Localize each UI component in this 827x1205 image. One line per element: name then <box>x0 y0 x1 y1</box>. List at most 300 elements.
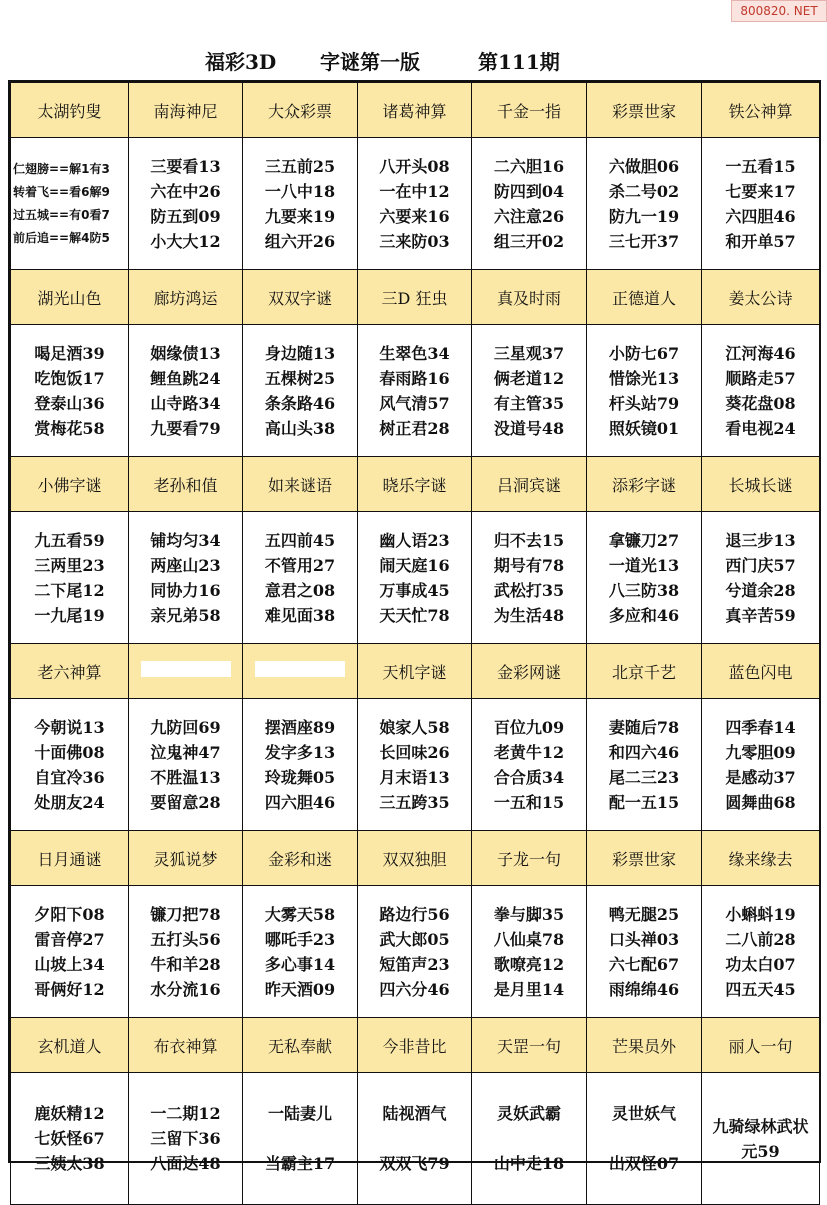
riddle-line: 三留下36 <box>150 1129 221 1148</box>
riddle-line: 九要看79 <box>150 418 221 438</box>
riddle-row <box>11 325 820 457</box>
header-label: 北京千艺 <box>611 662 676 682</box>
riddle-line: 三要看13 <box>150 156 221 176</box>
column-header <box>702 1018 820 1073</box>
header-label: 彩票世家 <box>611 101 676 121</box>
column-header <box>129 1018 243 1073</box>
riddle-line: 老黄牛12 <box>493 742 565 762</box>
header-label: 金彩和迷 <box>267 849 332 869</box>
riddle-line: 六注意26 <box>493 206 565 226</box>
riddle-line <box>358 1126 471 1151</box>
riddle-line: 五棵树25 <box>264 368 336 388</box>
riddle-line: 当霸主17 <box>264 1154 336 1173</box>
header-label: 南海神尼 <box>153 101 218 121</box>
riddle-line: 六四胆46 <box>725 206 796 226</box>
header-label: 彩票世家 <box>611 849 676 869</box>
riddle-cell <box>11 512 129 644</box>
riddle-table <box>10 82 820 1205</box>
riddle-line: 没道号48 <box>493 418 565 438</box>
riddle-cell <box>358 512 472 644</box>
riddle-line: 幽人语23 <box>379 530 450 550</box>
header-label: 添彩字谜 <box>611 475 676 495</box>
riddle-line: 防四到04 <box>493 181 565 201</box>
riddle-line: 惜馀光13 <box>608 368 680 388</box>
site-watermark: 800820. NET <box>731 0 827 22</box>
riddle-line: 风气清57 <box>379 393 450 413</box>
column-header <box>129 644 243 699</box>
header-label: 廊坊鸿运 <box>153 288 218 308</box>
riddle-cell <box>129 886 243 1018</box>
riddle-line: 七妖怪67 <box>34 1129 105 1148</box>
header-label: 今非昔比 <box>382 1036 447 1056</box>
riddle-line: 条条路46 <box>264 393 336 413</box>
riddle-line: 鸭无腿25 <box>608 904 680 924</box>
column-header <box>358 831 472 886</box>
column-header <box>702 831 820 886</box>
riddle-cell <box>472 512 587 644</box>
riddle-line: 赏梅花58 <box>34 418 105 438</box>
riddle-line: 拿镰刀27 <box>608 530 680 550</box>
riddle-line: 月末语13 <box>379 767 450 787</box>
column-header <box>129 83 243 138</box>
riddle-line: 七要来17 <box>725 181 796 201</box>
header-label: 老孙和值 <box>153 475 218 495</box>
riddle-line: 娘家人58 <box>379 717 450 737</box>
header-label: 诸葛神算 <box>382 101 447 121</box>
riddle-line: 灵世妖气 <box>611 1104 676 1123</box>
header-label: 三D 狂虫 <box>381 288 448 308</box>
riddle-line: 树正君28 <box>379 418 450 438</box>
riddle-cell <box>129 699 243 831</box>
column-header <box>243 644 358 699</box>
riddle-line <box>587 1126 701 1151</box>
column-header <box>702 457 820 512</box>
riddle-line: 八仙桌78 <box>493 929 565 949</box>
header-row <box>11 1018 820 1073</box>
riddle-line: 闹天庭16 <box>379 555 450 575</box>
column-header <box>472 83 587 138</box>
riddle-line: 九骑绿林武状 <box>712 1116 809 1136</box>
riddle-cell <box>702 325 820 457</box>
riddle-line: 三来防03 <box>379 231 450 251</box>
riddle-line: 天天忙78 <box>379 605 450 625</box>
title-lottery: 福彩3D <box>205 50 277 74</box>
riddle-line: 退三步13 <box>725 530 796 550</box>
riddle-line: 八面达48 <box>150 1154 221 1173</box>
riddle-line: 妻随后78 <box>608 717 680 737</box>
riddle-cell <box>587 138 702 270</box>
riddle-cell <box>587 699 702 831</box>
riddle-line: 发字多13 <box>264 742 336 762</box>
riddle-cell <box>358 325 472 457</box>
riddle-line: 尾二三23 <box>608 767 680 787</box>
riddle-line: 和开单57 <box>725 231 796 251</box>
riddle-line: 过五城==有0看7 <box>13 207 110 222</box>
riddle-cell <box>243 1073 358 1205</box>
riddle-line: 防五到09 <box>150 206 221 226</box>
riddle-cell <box>472 138 587 270</box>
riddle-line: 一在中12 <box>379 181 450 201</box>
riddle-line: 六七配67 <box>608 954 680 974</box>
riddle-row <box>11 1073 820 1205</box>
column-header <box>587 831 702 886</box>
column-header <box>129 831 243 886</box>
column-header <box>11 1018 129 1073</box>
riddle-line <box>243 1126 357 1151</box>
header-label: 子龙一句 <box>496 849 561 869</box>
riddle-line: 春雨路16 <box>379 368 450 388</box>
riddle-line: 葵花盘08 <box>725 393 796 413</box>
riddle-line: 一陆妻儿 <box>267 1104 332 1123</box>
riddle-cell <box>472 1073 587 1205</box>
column-header <box>472 831 587 886</box>
title-issue: 第111期 <box>478 50 560 74</box>
riddle-line: 喝足酒39 <box>34 343 105 363</box>
riddle-cell <box>129 325 243 457</box>
column-header <box>587 1018 702 1073</box>
riddle-line: 玲珑舞05 <box>264 767 336 787</box>
riddle-row <box>11 699 820 831</box>
riddle-line: 俩老道12 <box>493 368 565 388</box>
riddle-line: 三姨太38 <box>34 1154 105 1173</box>
riddle-line: 一二期12 <box>150 1104 221 1123</box>
riddle-line: 六做胆06 <box>608 156 680 176</box>
riddle-line: 姻缘债13 <box>150 343 221 363</box>
riddle-line: 不管用27 <box>264 555 336 575</box>
riddle-line: 一道光13 <box>608 555 680 575</box>
riddle-line: 路边行56 <box>379 904 450 924</box>
riddle-cell <box>702 138 820 270</box>
column-header <box>587 457 702 512</box>
riddle-line: 江河海46 <box>725 343 796 363</box>
column-header <box>243 1018 358 1073</box>
riddle-line: 九零胆09 <box>725 742 796 762</box>
header-label: 真及时雨 <box>496 288 561 308</box>
riddle-line: 三五跨35 <box>379 792 450 812</box>
header-label: 正德道人 <box>611 288 676 308</box>
riddle-line: 杀二号02 <box>608 181 680 201</box>
riddle-cell <box>243 699 358 831</box>
riddle-line: 意君之08 <box>264 580 336 600</box>
riddle-cell <box>129 512 243 644</box>
column-header <box>243 457 358 512</box>
column-header <box>129 457 243 512</box>
riddle-line: 三七开37 <box>608 231 680 251</box>
riddle-line: 仁翅膀==解1有3 <box>13 161 110 176</box>
riddle-line: 不胜温13 <box>150 767 221 787</box>
riddle-line: 四季春14 <box>725 717 796 737</box>
riddle-cell <box>472 325 587 457</box>
riddle-line: 百位九09 <box>493 717 565 737</box>
riddle-cell <box>11 325 129 457</box>
riddle-cell <box>587 325 702 457</box>
riddle-cell <box>702 886 820 1018</box>
riddle-line: 圆舞曲68 <box>725 792 796 812</box>
column-header <box>587 83 702 138</box>
column-header <box>358 457 472 512</box>
riddle-line: 出双怪07 <box>608 1154 680 1173</box>
header-label: 玄机道人 <box>37 1036 102 1056</box>
riddle-line: 四六胆46 <box>264 792 336 812</box>
riddle-line: 水分流16 <box>150 979 221 999</box>
riddle-line: 小大大12 <box>150 231 221 251</box>
riddle-line: 泣鬼神47 <box>150 742 221 762</box>
riddle-cell <box>358 886 472 1018</box>
column-header <box>702 644 820 699</box>
riddle-line: 杆头站79 <box>608 393 680 413</box>
riddle-line: 长回味26 <box>379 742 450 762</box>
riddle-cell <box>358 138 472 270</box>
header-label: 缘来缘去 <box>728 849 793 869</box>
riddle-line: 组六开26 <box>264 231 336 251</box>
column-header <box>358 644 472 699</box>
riddle-line: 转着飞==看6解9 <box>13 184 110 199</box>
column-header <box>587 270 702 325</box>
header-label: 双双字谜 <box>267 288 332 308</box>
header-label: 天机字谜 <box>382 662 447 682</box>
riddle-line: 功太白07 <box>725 954 796 974</box>
riddle-line: 配一五15 <box>608 792 680 812</box>
column-header <box>358 1018 472 1073</box>
riddle-line: 难见面38 <box>264 605 336 625</box>
column-header <box>702 270 820 325</box>
riddle-line: 八开头08 <box>379 156 450 176</box>
riddle-line: 摆酒座89 <box>264 717 336 737</box>
header-label: 长城长谜 <box>728 475 793 495</box>
riddle-line: 生翠色34 <box>379 343 450 363</box>
riddle-line: 万事成45 <box>379 580 450 600</box>
riddle-line: 武松打35 <box>493 580 565 600</box>
riddle-cell <box>11 886 129 1018</box>
riddle-line: 一八中18 <box>264 181 336 201</box>
riddle-line: 组三开02 <box>493 231 565 251</box>
title-edition: 字谜第一版 <box>320 50 420 74</box>
riddle-line: 山中走18 <box>493 1154 565 1173</box>
riddle-cell <box>702 1073 820 1205</box>
riddle-line: 夕阳下08 <box>34 904 105 924</box>
riddle-line: 一五和15 <box>493 792 565 812</box>
riddle-cell <box>11 1073 129 1205</box>
header-label: 千金一指 <box>496 101 561 121</box>
riddle-line: 一五看15 <box>725 156 796 176</box>
riddle-line: 三两里23 <box>34 555 105 575</box>
riddle-line: 身边随13 <box>264 343 336 363</box>
riddle-line: 灵妖武霸 <box>496 1104 561 1123</box>
header-label: 天罡一句 <box>496 1036 561 1056</box>
riddle-line: 二六胆16 <box>493 156 565 176</box>
riddle-line: 哥俩好12 <box>34 979 105 999</box>
redacted-header <box>141 661 231 677</box>
riddle-line: 为生活48 <box>493 605 565 625</box>
header-row <box>11 644 820 699</box>
riddle-line <box>472 1126 586 1151</box>
riddle-cell <box>243 138 358 270</box>
riddle-line: 和四六46 <box>608 742 680 762</box>
riddle-line: 要留意28 <box>150 792 221 812</box>
riddle-grid <box>8 80 821 1173</box>
riddle-line: 多应和46 <box>608 605 680 625</box>
riddle-cell <box>129 1073 243 1205</box>
riddle-line: 防九一19 <box>608 206 680 226</box>
riddle-cell <box>243 886 358 1018</box>
column-header <box>358 83 472 138</box>
riddle-line: 顺路走57 <box>725 368 796 388</box>
riddle-line: 多心事14 <box>264 954 336 974</box>
riddle-line: 鹿妖精12 <box>34 1104 105 1123</box>
riddle-line: 陆视酒气 <box>382 1104 447 1123</box>
riddle-line: 小蝌蚪19 <box>725 904 796 924</box>
riddle-cell <box>587 512 702 644</box>
header-label: 丽人一句 <box>728 1036 793 1056</box>
riddle-line: 山坡上34 <box>34 954 105 974</box>
header-label: 吕洞宾谜 <box>496 475 561 495</box>
riddle-line: 亲兄弟58 <box>150 605 221 625</box>
header-label: 小佛字谜 <box>37 475 102 495</box>
riddle-cell <box>472 699 587 831</box>
column-header <box>243 831 358 886</box>
riddle-cell <box>702 512 820 644</box>
riddle-line: 歌嘹亮12 <box>493 954 565 974</box>
column-header <box>11 457 129 512</box>
header-label: 布衣神算 <box>153 1036 218 1056</box>
riddle-line: 昨天酒09 <box>264 979 336 999</box>
riddle-cell <box>11 138 129 270</box>
riddle-line: 武大郎05 <box>379 929 450 949</box>
riddle-line: 九要来19 <box>264 206 336 226</box>
riddle-line: 处朋友24 <box>34 792 105 812</box>
riddle-line: 五打头56 <box>150 929 221 949</box>
header-label: 蓝色闪电 <box>728 662 793 682</box>
column-header <box>472 1018 587 1073</box>
header-label: 双双独胆 <box>382 849 447 869</box>
header-label: 灵狐说梦 <box>153 849 218 869</box>
column-header <box>702 83 820 138</box>
riddle-line: 九五看59 <box>34 530 105 550</box>
riddle-cell <box>358 1073 472 1205</box>
riddle-row <box>11 138 820 270</box>
column-header <box>472 644 587 699</box>
header-row <box>11 270 820 325</box>
riddle-cell <box>587 886 702 1018</box>
riddle-line: 镰刀把78 <box>150 904 221 924</box>
column-header <box>11 270 129 325</box>
header-label: 如来谜语 <box>267 475 332 495</box>
riddle-line: 大雾天58 <box>264 904 336 924</box>
riddle-line: 二下尾12 <box>34 580 105 600</box>
column-header <box>243 83 358 138</box>
header-label: 姜太公诗 <box>728 288 793 308</box>
riddle-line: 西门庆57 <box>725 555 796 575</box>
header-label: 老六神算 <box>37 662 102 682</box>
riddle-line: 八三防38 <box>608 580 680 600</box>
header-row <box>11 83 820 138</box>
riddle-cell <box>358 699 472 831</box>
riddle-line: 四五天45 <box>725 979 796 999</box>
riddle-line: 自宜冷36 <box>34 767 105 787</box>
riddle-row <box>11 512 820 644</box>
riddle-line: 雨绵绵46 <box>608 979 680 999</box>
column-header <box>358 270 472 325</box>
riddle-line: 十面佛08 <box>34 742 105 762</box>
riddle-line: 前后追==解4防5 <box>13 230 110 245</box>
header-label: 金彩网谜 <box>496 662 561 682</box>
header-label: 日月通谜 <box>37 849 102 869</box>
riddle-cell <box>702 699 820 831</box>
riddle-cell <box>11 699 129 831</box>
header-label: 芒果员外 <box>611 1036 676 1056</box>
riddle-cell <box>243 512 358 644</box>
riddle-line: 今朝说13 <box>34 717 105 737</box>
header-label: 无私奉献 <box>267 1036 332 1056</box>
column-header <box>129 270 243 325</box>
riddle-line: 三五前25 <box>264 156 336 176</box>
riddle-line: 吃饱饭17 <box>34 368 105 388</box>
header-label: 晓乐字谜 <box>382 475 447 495</box>
riddle-line: 是感动37 <box>725 767 796 787</box>
header-row <box>11 457 820 512</box>
column-header <box>472 457 587 512</box>
riddle-cell <box>587 1073 702 1205</box>
column-header <box>472 270 587 325</box>
column-header <box>11 831 129 886</box>
riddle-line: 六要来16 <box>379 206 450 226</box>
riddle-line: 一九尾19 <box>34 605 105 625</box>
riddle-line: 高山头38 <box>264 418 336 438</box>
riddle-cell <box>472 886 587 1018</box>
riddle-line: 小防七67 <box>608 343 680 363</box>
riddle-line: 元59 <box>741 1141 780 1161</box>
riddle-line: 合合质34 <box>493 767 565 787</box>
riddle-line: 登泰山36 <box>34 393 105 413</box>
riddle-row <box>11 886 820 1018</box>
riddle-line: 铺均匀34 <box>150 530 221 550</box>
header-label: 大众彩票 <box>267 101 332 121</box>
header-label: 太湖钓叟 <box>37 101 102 121</box>
riddle-line: 口头禅03 <box>608 929 680 949</box>
riddle-line: 双双飞79 <box>379 1154 450 1173</box>
riddle-line: 二八前28 <box>725 929 796 949</box>
riddle-line: 两座山23 <box>150 555 221 575</box>
riddle-line: 哪吒手23 <box>264 929 336 949</box>
header-label: 湖光山色 <box>37 288 102 308</box>
redacted-header <box>255 661 345 677</box>
riddle-line: 期号有78 <box>493 555 565 575</box>
riddle-cell <box>129 138 243 270</box>
riddle-cell <box>243 325 358 457</box>
riddle-line: 五四前45 <box>264 530 336 550</box>
riddle-line: 拳与脚35 <box>493 904 565 924</box>
riddle-line: 雷音停27 <box>34 929 105 949</box>
riddle-line: 九防回69 <box>150 717 221 737</box>
page-title <box>0 48 827 76</box>
column-header <box>587 644 702 699</box>
riddle-line: 四六分46 <box>379 979 450 999</box>
header-label: 铁公神算 <box>728 101 793 121</box>
riddle-line: 鲤鱼跳24 <box>150 368 221 388</box>
riddle-line: 兮道余28 <box>725 580 796 600</box>
riddle-line: 六在中26 <box>150 181 221 201</box>
riddle-line: 归不去15 <box>493 530 565 550</box>
riddle-line: 是月里14 <box>493 979 565 999</box>
riddle-line: 照妖镜01 <box>608 418 680 438</box>
riddle-line: 山寺路34 <box>150 393 221 413</box>
riddle-line: 真辛苦59 <box>725 605 796 625</box>
riddle-line: 看电视24 <box>725 418 796 438</box>
riddle-line: 牛和羊28 <box>150 954 221 974</box>
riddle-line: 短笛声23 <box>379 954 450 974</box>
column-header <box>11 83 129 138</box>
riddle-line: 三星观37 <box>493 343 565 363</box>
